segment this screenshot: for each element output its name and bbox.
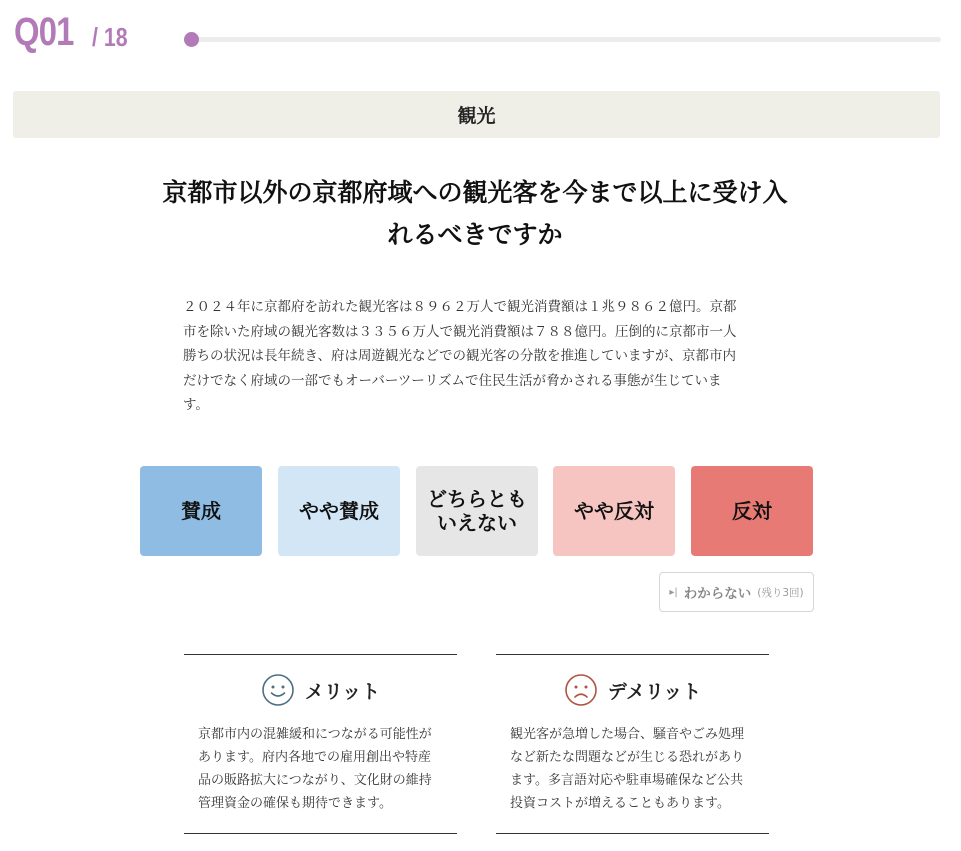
description-line: 市を除いた府域の観光客数は３３５６万人で観光消費額は７８８億円。圧倒的に京都市一人 [183,323,737,340]
answer-label: やや賛成 [299,499,379,523]
demerit-title: デメリット [607,680,702,703]
question-description [183,295,773,418]
answer-neutral-button[interactable] [416,466,538,556]
question-title-line1: 京都市以外の京都府域への観光客を今まで以上に受け入 [162,178,788,207]
skip-button[interactable] [659,572,814,612]
question-title-line2: れるべきですか [387,220,563,249]
merit-header [184,673,457,707]
demerit-panel [496,654,769,834]
merit-line: 京都市内の混雑緩和につながる可能性が [198,727,432,742]
demerit-line: ます。多言語対応や駐車場確保など公共 [510,773,743,788]
demerit-text [510,723,760,815]
skip-label: わからない [683,586,752,602]
description-line: す。 [183,397,209,413]
demerit-header [496,673,769,707]
question-total: / 18 [92,22,128,52]
merit-line: 品の販路拡大につながり、文化財の維持 [198,773,432,788]
demerit-line: 観光客が急増した場合、騒音やごみ処理 [510,727,745,742]
merit-title: メリット [304,680,381,703]
merit-line: あります。府内各地での雇用創出や特産 [198,750,431,765]
question-number: Q01 [14,10,74,54]
demerit-line: など新たな問題などが生じる恐れがあり [510,750,745,765]
answer-agree-button[interactable] [140,466,262,556]
skip-forward-icon: ▸| [669,586,678,598]
question-title [120,172,830,256]
merit-line: 管理資金の確保も期待できます。 [198,796,392,811]
answer-label: 反対 [732,499,772,523]
progress-bar [190,37,941,42]
description-line: 勝ちの状況は長年続き、府は周遊観光などでの観光客の分散を推進していますが、京都市内 [183,348,736,364]
description-line: ２０２４年に京都府を訪れた観光客は８９６２万人で観光消費額は１兆９８６２億円。京都 [183,299,737,315]
description-line: だけでなく府域の一部でもオーバーツーリズムで住民生活が脅かされる事態が生じていま [183,372,722,389]
answer-disagree-button[interactable] [691,466,813,556]
answer-label: やや反対 [574,499,654,523]
answer-label-line2: いえない [437,511,517,535]
answer-somewhat-agree-button[interactable] [278,466,400,556]
answer-somewhat-disagree-button[interactable] [553,466,675,556]
answer-label [427,487,527,535]
demerit-line: 投資コストが増えることもあります。 [510,796,730,811]
answer-label-line1: どちらとも [427,487,527,511]
frown-face-icon [564,673,598,707]
skip-remaining-count: (残り3回) [757,586,804,599]
answer-label: 賛成 [181,499,221,523]
smile-face-icon [261,673,295,707]
merit-text [198,723,448,815]
progress-indicator [184,32,199,47]
category-label: 観光 [13,91,940,138]
answer-options [140,466,814,556]
merit-panel [184,654,457,834]
